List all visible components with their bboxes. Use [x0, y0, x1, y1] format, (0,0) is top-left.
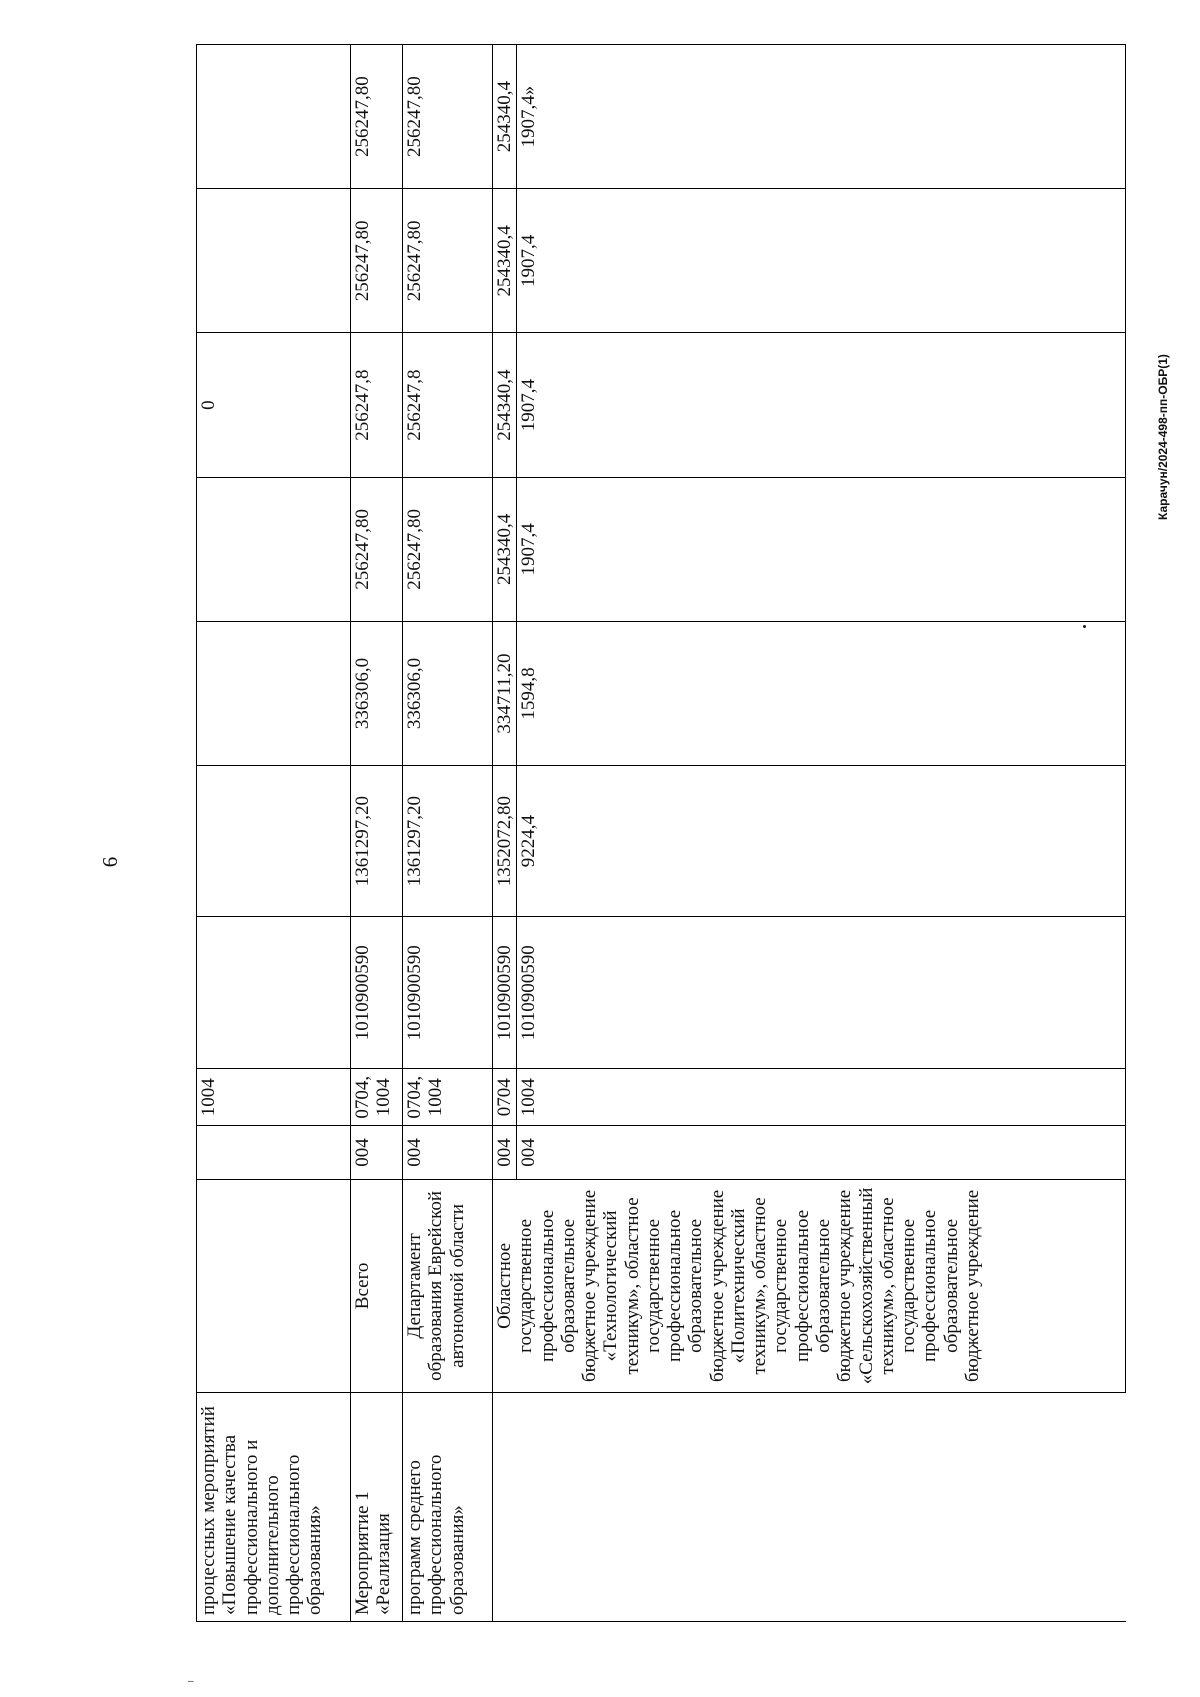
row-name: [493, 1392, 1126, 1621]
value-cell: [197, 766, 351, 917]
value-cell: 256247,80: [403, 189, 493, 333]
value-cell: 256247,8: [351, 333, 403, 477]
value-cell: 1907,4: [517, 477, 1126, 621]
rotated-table: [196, 44, 1126, 1622]
rzpr-cell: 1004: [197, 1069, 351, 1126]
value-cell: 256247,80: [403, 45, 493, 189]
rzpr-cell: 1004: [517, 1069, 1126, 1126]
value-cell: 334711,20: [493, 621, 517, 765]
value-cell: 254340,4: [493, 189, 517, 333]
csr-cell: [197, 917, 351, 1069]
value-cell: 1907,4: [517, 189, 1126, 333]
document-code: Карачун/2024-498-пп-ОБР(1): [1156, 354, 1170, 520]
value-cell: 336306,0: [351, 621, 403, 765]
value-cell: 256247,80: [403, 477, 493, 621]
value-cell: 256247,80: [351, 477, 403, 621]
value-cell: 1361297,20: [403, 766, 493, 917]
executor-cell: Департамент образования Еврейской автономной области: [403, 1179, 493, 1392]
executor-cell: [197, 1179, 351, 1392]
budget-table: [196, 44, 1126, 1622]
value-cell: 9224,4: [517, 766, 1126, 917]
value-cell: 254340,4: [493, 45, 517, 189]
value-cell: 256247,80: [351, 189, 403, 333]
page-number: 6: [98, 856, 122, 868]
csr-cell: 1010900590: [351, 917, 403, 1069]
executor-cell: Всего: [351, 1179, 403, 1392]
value-cell: 0: [197, 333, 351, 477]
value-cell: [197, 621, 351, 765]
table-row: [351, 45, 403, 1622]
value-cell: 256247,80: [351, 45, 403, 189]
scan-mark: –: [188, 1676, 194, 1687]
value-cell: 254340,4: [493, 333, 517, 477]
rzpr-cell: 0704, 1004: [351, 1069, 403, 1126]
row-name: Мероприятие 1 «Реализация: [351, 1392, 403, 1621]
value-cell: 1907,4»: [517, 45, 1126, 189]
grbs-cell: 004: [351, 1126, 403, 1180]
csr-cell: 1010900590: [517, 917, 1126, 1069]
csr-cell: 1010900590: [403, 917, 493, 1069]
value-cell: 1361297,20: [351, 766, 403, 917]
row-name: процессных мероприятий «Повышение качества профессионального и дополнительного профессионального образования»: [197, 1392, 351, 1621]
table-row: [403, 45, 493, 1622]
csr-cell: 1010900590: [493, 917, 517, 1069]
value-cell: [197, 45, 351, 189]
rzpr-cell: 0704, 1004: [403, 1069, 493, 1126]
table-row: [197, 45, 351, 1622]
value-cell: 1907,4: [517, 333, 1126, 477]
value-cell: 1352072,80: [493, 766, 517, 917]
value-cell: [197, 189, 351, 333]
grbs-cell: 004: [517, 1126, 1126, 1180]
value-cell: 256247,8: [403, 333, 493, 477]
value-cell: 336306,0: [403, 621, 493, 765]
grbs-cell: [197, 1126, 351, 1180]
value-cell: [197, 477, 351, 621]
grbs-cell: 004: [493, 1126, 517, 1180]
value-cell: 254340,4: [493, 477, 517, 621]
grbs-cell: 004: [403, 1126, 493, 1180]
row-name: программ среднего профессионального образования»: [403, 1392, 493, 1621]
value-cell: 1594,8: [517, 621, 1126, 765]
executor-cell: Областное государственное профессиональное образовательное бюджетное учреждение «Технологический техникум», областное государственное профессиональное образовательное бюджетное учреждение «Политехнический техникум», областное государственное профессиональное образовательное бюджетное учреждение «Сельскохозяйственный техникум», областное государственное профессиональное образовательное бюджетное учреждение: [493, 1179, 1126, 1392]
rzpr-cell: 0704: [493, 1069, 517, 1126]
table-row: [493, 45, 517, 1622]
